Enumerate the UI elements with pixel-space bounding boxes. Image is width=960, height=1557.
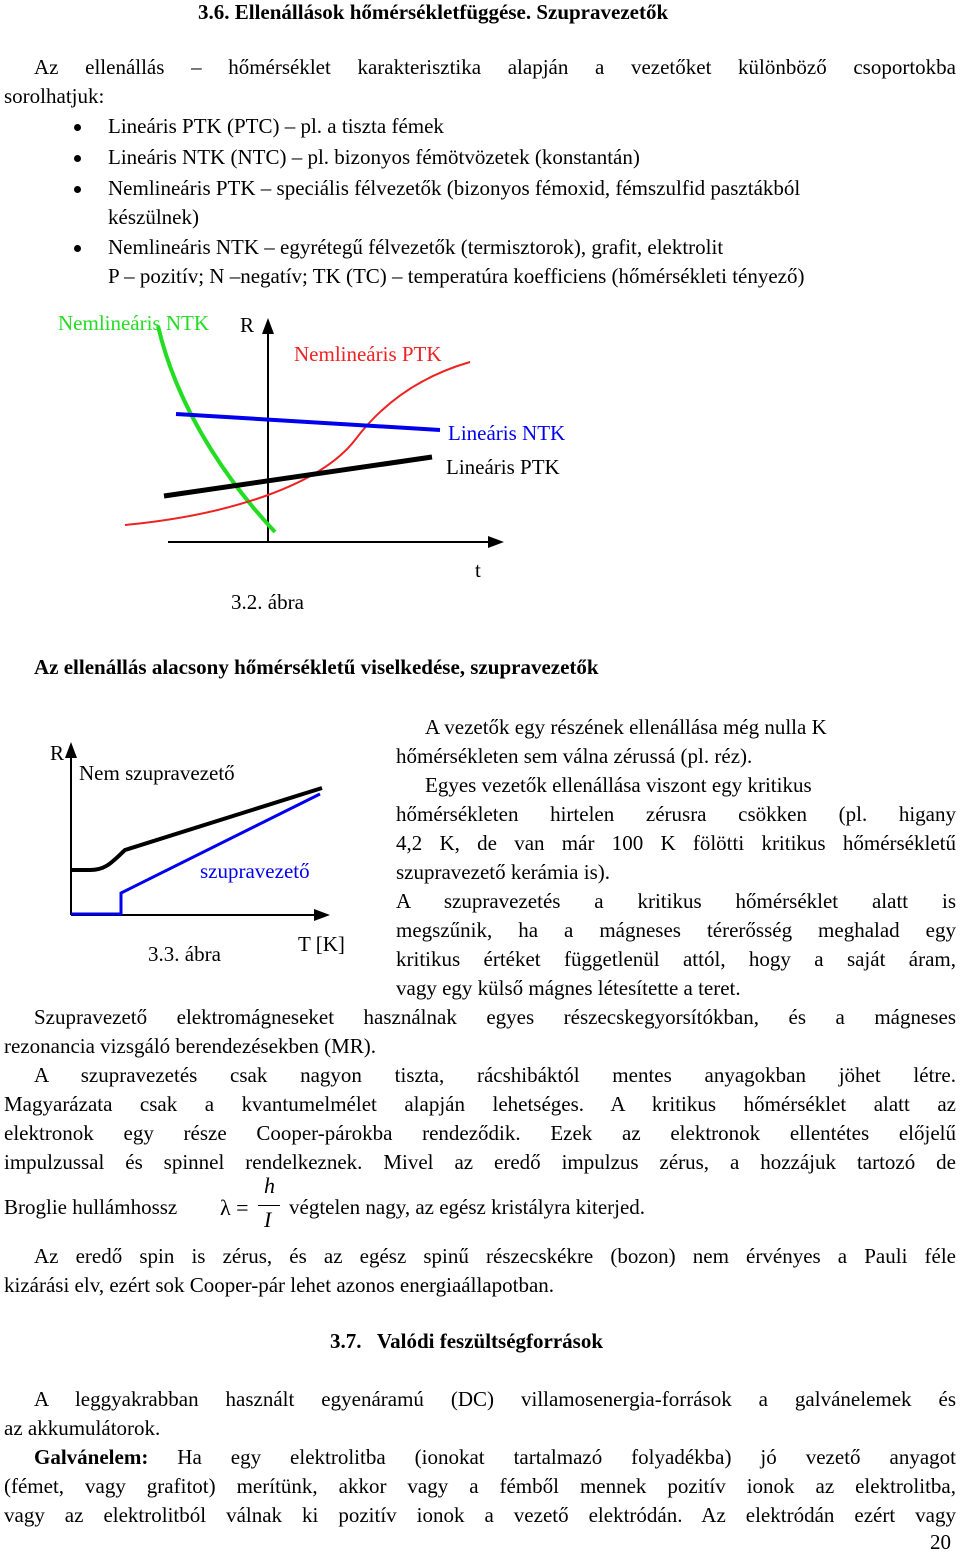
bullet-dot	[74, 124, 81, 131]
right-text-1: A vezetők egy részének ellenállása még nulla K	[425, 715, 827, 739]
abbreviation-legend: P – pozitív; N –negatív; TK (TC) – temperatúra koefficiens (hőmérsékleti tényező)	[108, 264, 805, 288]
right-text-4: hőmérsékleten hirtelen zérusra csökken (pl. higany	[396, 802, 956, 826]
galvan-label: Galvánelem:	[34, 1445, 149, 1469]
spin-line-2: kizárási elv, ezért sok Cooper-pár lehet azonos energiaállapotban.	[4, 1273, 555, 1297]
body-line-2: rezonancia vizsgáló berendezésekben (MR).	[4, 1034, 376, 1058]
intro-line-1: Az ellenállás – hőmérséklet karakterisztika alapján a vezetőket különböző csoportokba	[34, 55, 956, 79]
spin-line-1: Az eredő spin is zérus, és az egész spinű részecskékre (bozon) nem érvényes a Pauli féle	[34, 1244, 956, 1268]
body-line-5: elektronok egy része Cooper-párokba rendeződik. Ezek az elektronok ellentétes előjelű	[4, 1121, 956, 1145]
label-r-axis: R	[240, 313, 255, 337]
formula-lambda: λ =	[220, 1195, 249, 1220]
bullet-item-3: Nemlineáris PTK – speciális félvezetők (bizonyos fémoxid, fémszulfid pasztákból	[108, 176, 801, 200]
bullet-item-1: Lineáris PTK (PTC) – pl. a tiszta fémek	[108, 114, 444, 138]
formula-denominator: I	[264, 1207, 272, 1232]
body-line-1: Szupravezető elektromágneseket használnak egyes részecskegyorsítókban, és a mágneses	[34, 1005, 956, 1029]
right-text-9: kritikus értéket függetlenül attól, hogy a saját áram,	[396, 947, 956, 971]
section2-line-2: az akkumulátorok.	[4, 1416, 161, 1440]
right-text-8: megszűnik, ha a mágneses térerősség meghalad egy	[396, 918, 956, 942]
label-superconductor: szupravezető	[200, 859, 310, 883]
right-text-6: szupravezető kerámia is).	[396, 860, 610, 884]
right-text-10: vagy egy külső mágnes létesítette a teret.	[396, 976, 741, 1000]
page-number: 20	[930, 1530, 951, 1554]
label-non-superconductor: Nem szupravezető	[79, 761, 235, 785]
right-text-5: 4,2 K, de van már 100 K fölötti kritikus hőmérsékletű	[396, 831, 956, 855]
bullet-dot	[74, 245, 81, 252]
formula-prefix: Broglie hullámhossz	[4, 1195, 178, 1219]
bullet-dot	[74, 155, 81, 162]
section-3-7-heading: 3.7. Valódi feszültségforrások	[330, 1329, 603, 1353]
right-text-2: hőmérsékleten sem válna zérussá (pl. réz).	[396, 744, 753, 768]
label-linear-ptk: Lineáris PTK	[446, 455, 560, 479]
galvan-line-1	[34, 1443, 956, 1472]
figure-3-2-caption: 3.2. ábra	[231, 590, 304, 614]
nonlinear-ntk-curve	[158, 326, 275, 532]
right-text-7: A szupravezetés a kritikus hőmérséklet alatt is	[396, 889, 956, 913]
figure-3-2	[0, 300, 960, 620]
galvan-line-2: (fémet, vagy grafitot) merítünk, akkor vagy a fémből mennek pozitív ionok az elektrolitba,	[4, 1474, 956, 1498]
formula-numerator: h	[264, 1173, 275, 1198]
figure-3-3-caption: 3.3. ábra	[148, 942, 221, 966]
y-axis-arrow	[262, 318, 274, 334]
label-nonlinear-ptk: Nemlineáris PTK	[294, 342, 442, 366]
label-linear-ntk: Lineáris NTK	[448, 421, 566, 445]
label-nonlinear-ntk: Nemlineáris NTK	[58, 311, 210, 335]
x-axis-arrow	[314, 909, 330, 921]
linear-ptk-line	[164, 457, 432, 496]
body-line-4: Magyarázata csak a kvantumelmélet alapján lehetséges. A kritikus hőmérséklet alatt az	[4, 1092, 956, 1116]
section2-line-1: A leggyakrabban használt egyenáramú (DC) villamosenergia-források a galvánelemek és	[34, 1387, 956, 1411]
bullet-item-4: Nemlineáris NTK – egyrétegű félvezetők (termisztorok), grafit, elektrolit	[108, 235, 724, 259]
galvan-text-1: Ha egy elektrolitba (ionokat tartalmazó folyadékba) jó vezető anyagot	[148, 1445, 956, 1469]
y-axis-arrow	[65, 742, 77, 758]
body-line-6: impulzussal és spinnel rendelkeznek. Mivel az eredő impulzus zérus, a hozzájuk tartozó de	[4, 1150, 956, 1174]
formula-suffix: végtelen nagy, az egész kristályra kiterjed.	[289, 1195, 646, 1219]
body-line-3: A szupravezetés csak nagyon tiszta, rácshibáktól mentes anyagokban jöhet létre.	[34, 1063, 956, 1087]
superconductor-curve	[71, 794, 320, 914]
fraction-bar	[258, 1205, 280, 1206]
bullet-dot	[74, 186, 81, 193]
right-text-3: Egyes vezetők ellenállása viszont egy kritikus	[425, 773, 812, 797]
linear-ntk-line	[176, 414, 440, 430]
label-t-axis: T [K]	[298, 932, 345, 956]
label-r-axis: R	[50, 741, 65, 765]
non-superconductor-curve	[71, 788, 322, 870]
subheading: Az ellenállás alacsony hőmérsékletű viselkedése, szupravezetők	[34, 655, 599, 679]
intro-line-2: sorolhatjuk:	[4, 84, 105, 108]
label-t-axis: t	[475, 558, 481, 582]
bullet-item-2: Lineáris NTK (NTC) – pl. bizonyos fémötvözetek (konstantán)	[108, 145, 640, 169]
galvan-line-3: vagy az elektrolitból válnak ki pozitív ionok a vezető elektródán. Az elektródán ezért vagy	[4, 1503, 956, 1527]
x-axis-arrow	[488, 536, 504, 548]
figure-3-3	[0, 730, 390, 980]
section-heading: 3.6. Ellenállások hőmérsékletfüggése. Szupravezetők	[198, 0, 669, 24]
bullet-item-3-cont: készülnek)	[108, 205, 199, 229]
